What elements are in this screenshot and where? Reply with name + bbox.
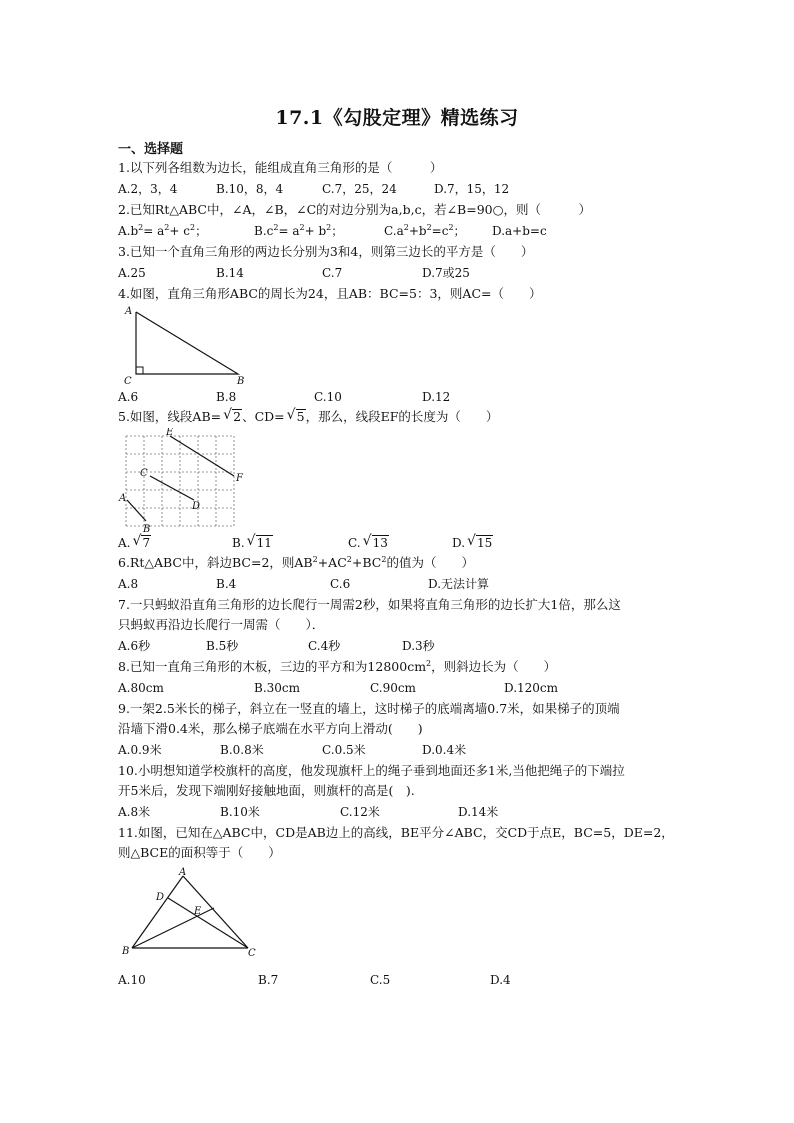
q9-option-c[interactable]: C.0.5米 <box>322 743 366 757</box>
q2-option-a[interactable]: $A.b^2= a^2+ c^2$； <box>118 223 208 238</box>
q4-label-c: C <box>124 376 132 386</box>
q4-option-b[interactable]: B.8 <box>216 390 237 404</box>
q7-option-d[interactable]: D.3秒 <box>402 639 435 653</box>
q4-label-b: B <box>237 376 245 386</box>
q5-label-b: B <box>143 524 151 535</box>
q2-option-d[interactable]: D.a+b=c <box>492 224 547 238</box>
q5-label-d: D <box>192 501 201 512</box>
q5-label-f: F <box>236 473 243 484</box>
q11-option-d[interactable]: D.4 <box>490 973 511 987</box>
q4-option-d[interactable]: D.12 <box>422 390 451 404</box>
q11-label-a: A <box>179 867 187 878</box>
q10-option-c[interactable]: C.12米 <box>340 805 380 819</box>
q6-stem: 6.Rt△ABC中，斜边BC=2，则$AB^2+AC^2+BC^2$的值为（ ） <box>118 554 474 570</box>
section-heading: 一、选择题 <box>118 142 184 157</box>
q7-option-c[interactable]: C.4秒 <box>308 639 341 653</box>
q8-option-a[interactable]: A.80cm <box>118 681 164 695</box>
q11-option-b[interactable]: B.7 <box>258 973 279 987</box>
q6-option-a[interactable]: A.8 <box>118 577 139 591</box>
q1-option-b[interactable]: B.10，8，4 <box>216 182 284 196</box>
q2-option-c[interactable]: $C.a^2+b^2=c^2$； <box>384 223 466 238</box>
q6-option-d[interactable]: D.无法计算 <box>428 577 490 591</box>
q6-option-b[interactable]: B.4 <box>216 577 237 591</box>
q10-option-b[interactable]: B.10米 <box>220 805 260 819</box>
q4-option-a[interactable]: A.6 <box>118 390 139 404</box>
q11-label-c: C <box>248 948 256 959</box>
q5-label-c: C <box>140 468 148 479</box>
q10-stem-line1: 10.小明想知道学校旗杆的高度，他发现旗杆上的绳子垂到地面还多1米,当他把绳子的下端拉 <box>118 763 625 778</box>
q9-stem-line2: 沿墙下滑0.4米，那么梯子底端在水平方向上滑动( ) <box>118 721 423 736</box>
q7-stem-line1: 7.一只蚂蚁沿直角三角形的边长爬行一周需2秒，如果将直角三角形的边长扩大1倍，那么这 <box>118 597 621 612</box>
q9-option-b[interactable]: B.0.8米 <box>220 743 264 757</box>
q10-option-a[interactable]: A.8米 <box>118 805 151 819</box>
q7-stem-line2: 只蚂蚁再沿边长爬行一周需（ ）． <box>118 617 325 632</box>
q8-option-b[interactable]: B.30cm <box>254 681 301 695</box>
q7-option-b[interactable]: B.5秒 <box>206 639 239 653</box>
q11-triangle-figure <box>118 866 268 960</box>
q3-option-d[interactable]: D.7或25 <box>422 266 470 280</box>
q5-option-a[interactable]: A.√ 7 <box>118 535 151 551</box>
q4-stem: 4.如图，直角三角形ABC的周长为24，且AB：BC=5：3，则AC=（ ） <box>118 286 542 301</box>
q3-stem: 3.已知一个直角三角形的两边长分别为3和4，则第三边长的平方是（ ） <box>118 244 534 259</box>
q2-option-b[interactable]: $B.c^2= a^2+ b^2$； <box>254 223 344 238</box>
q5-option-c[interactable]: C.√ 13 <box>348 535 389 551</box>
page-title: 17.1《勾股定理》精选练习 <box>275 107 519 129</box>
q5-label-e: E <box>166 428 174 438</box>
q8-option-c[interactable]: C.90cm <box>370 681 416 695</box>
q10-option-d[interactable]: D.14米 <box>458 805 499 819</box>
q11-label-e: E <box>194 906 202 917</box>
q5-option-d[interactable]: D.√ 15 <box>452 535 493 551</box>
q8-option-d[interactable]: D.120cm <box>504 681 559 695</box>
q4-label-a: A <box>125 306 133 317</box>
q3-option-c[interactable]: C.7 <box>322 266 343 280</box>
q11-label-d: D <box>156 892 165 903</box>
q9-option-d[interactable]: D.0.4米 <box>422 743 467 757</box>
q3-option-a[interactable]: A.25 <box>118 266 146 280</box>
q7-option-a[interactable]: A.6秒 <box>118 639 151 653</box>
q11-stem-line1: 11.如图，已知在△ABC中，CD是AB边上的高线，BE平分∠ABC，交CD于点E，BC=5，DE=2， <box>118 825 674 840</box>
q6-option-c[interactable]: C.6 <box>330 577 351 591</box>
q9-stem-line1: 9.一架2.5米长的梯子，斜立在一竖直的墙上，这时梯子的底端离墙0.7米，如果梯子的顶端 <box>118 701 620 716</box>
q1-option-a[interactable]: A.2，3，4 <box>118 182 178 196</box>
q9-option-a[interactable]: A.0.9米 <box>118 743 162 757</box>
q1-stem: 1.以下列各组数为边长，能组成直角三角形的是（ ） <box>118 160 443 175</box>
q5-stem: 5.如图，线段AB=√ 2、CD=√ 5，那么，线段EF的长度为（ ） <box>118 409 498 425</box>
q11-label-b: B <box>122 946 130 957</box>
q10-stem-line2: 开5米后，发现下端刚好接触地面，则旗杆的高是( ). <box>118 783 415 798</box>
q5-option-b[interactable]: B.√ 11 <box>232 535 273 551</box>
q11-option-a[interactable]: A.10 <box>118 973 146 987</box>
q2-stem: 2.已知Rt△ABC中，∠A，∠B，∠C的对边分别为a,b,c，若∠B=90○，则（ ） <box>118 202 592 217</box>
q4-triangle-figure <box>120 304 255 386</box>
q3-option-b[interactable]: B.14 <box>216 266 244 280</box>
q4-option-c[interactable]: C.10 <box>314 390 342 404</box>
q11-stem-line2: 则△BCE的面积等于（ ） <box>118 845 281 860</box>
q11-option-c[interactable]: C.5 <box>370 973 391 987</box>
q1-option-c[interactable]: C.7，25，24 <box>322 182 397 196</box>
q5-label-a: A <box>119 493 127 504</box>
q1-option-d[interactable]: D.7，15，12 <box>434 182 510 196</box>
q8-stem: 8.已知一直角三角形的木板，三边的平方和为$12800cm^2$，则斜边长为（ ） <box>118 658 557 674</box>
q5-grid-figure <box>118 428 254 536</box>
